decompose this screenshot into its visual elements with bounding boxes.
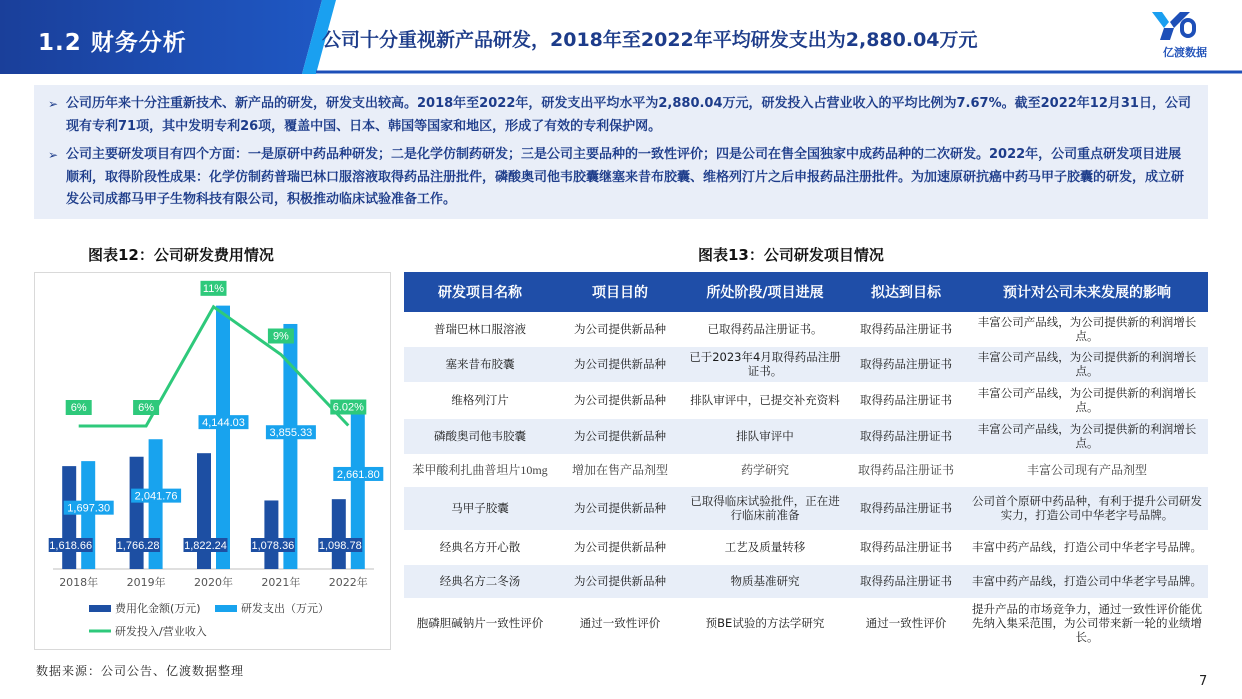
stage-cell: 物质基准研究 [684,564,846,598]
arrow-bullet-icon: ➢ [48,97,59,111]
x-tick-label: 2022年 [328,576,368,589]
logo-text: 亿渡数据 [1163,46,1207,59]
goal-cell: 取得药品注册证书 [846,418,966,454]
stage-cell: 已取得临床试验批件，正在进行临床前准备 [684,486,846,530]
summary-bullet-text: 公司历年来十分注重新技术、新产品的研发，研发支出较高。2018年至2022年，研发支出平均水平为2,880.04万元，研发投入占营业收入的平均比例为7.67%。截至2022年12月31日，公司现有专利71项，其中发明专利26项，覆盖中国、日本、韩国等国家和地区，形成了有效的专利保护网。 [66,96,1191,134]
data-label-rd: 2,661.80 [336,468,380,481]
summary-box [34,85,1208,219]
ratio-line [79,307,349,426]
purpose-cell: 为公司提供新品种 [556,312,684,346]
goal-cell: 取得药品注册证书 [846,486,966,530]
legend-swatch-expensed [89,605,111,612]
impact-cell: 丰富公司产品线，为公司提供新的利润增长点。 [966,312,1208,346]
data-label-ratio: 6.02% [332,401,364,414]
legend-label: 研发支出（万元） [241,602,329,615]
rd-expense-chart [34,272,391,650]
impact-cell: 丰富中药产品线，打造公司中华老字号品牌。 [966,530,1208,564]
project-name-cell: 磷酸奥司他韦胶囊 [404,418,556,454]
stage-cell: 排队审评中 [684,418,846,454]
summary-bullet [48,144,1194,212]
data-label-rd: 2,041.76 [134,490,178,503]
project-name-cell: 经典名方开心散 [404,530,556,564]
chart-canvas [35,273,392,651]
table-row [404,312,1208,346]
goal-cell: 取得药品注册证书 [846,530,966,564]
bar-rd-expenditure [216,306,230,569]
section-title: 1.2 财务分析 [38,30,187,56]
purpose-cell: 为公司提供新品种 [556,530,684,564]
header-band [0,0,1242,74]
x-tick-label: 2020年 [194,576,233,589]
table-row [404,454,1208,486]
data-source-note: 数据来源：公司公告、亿渡数据整理 [36,664,245,678]
impact-cell: 丰富公司产品线，为公司提供新的利润增长点。 [966,346,1208,382]
impact-cell: 丰富公司产品线，为公司提供新的利润增长点。 [966,418,1208,454]
legend-label: 费用化金额(万元) [115,602,201,615]
goal-cell: 取得药品注册证书 [846,382,966,418]
impact-cell: 丰富公司产品线，为公司提供新的利润增长点。 [966,382,1208,418]
table-title: 图表13：公司研发项目情况 [698,246,884,264]
column-header: 研发项目名称 [404,272,556,312]
bar-expensed-amount [264,500,278,569]
impact-cell: 提升产品的市场竞争力，通过一致性评价能优先纳入集采范围，为公司带来新一轮的业绩增长。 [966,598,1208,648]
legend-swatch-rd [215,605,237,612]
impact-cell: 丰富公司现有产品剂型 [966,454,1208,486]
arrow-bullet-icon: ➢ [48,148,59,162]
column-header: 所处阶段/项目进展 [684,272,846,312]
bar-expensed-amount [62,466,76,569]
data-label-rd: 3,855.33 [269,427,313,440]
data-label-expensed: 1,098.78 [318,540,362,552]
purpose-cell: 为公司提供新品种 [556,564,684,598]
purpose-cell: 为公司提供新品种 [556,346,684,382]
purpose-cell: 通过一致性评价 [556,598,684,648]
column-header: 拟达到目标 [846,272,966,312]
page-number: 7 [1199,674,1208,689]
company-logo [1150,8,1220,66]
legend-label: 研发投入/营业收入 [115,625,207,638]
data-label-ratio: 11% [202,282,225,295]
bar-rd-expenditure [81,461,95,569]
goal-cell: 通过一致性评价 [846,598,966,648]
data-label-expensed: 1,078.36 [251,540,295,552]
table-row [404,530,1208,564]
project-name-cell: 经典名方二冬汤 [404,564,556,598]
table-row [404,346,1208,382]
goal-cell: 取得药品注册证书 [846,454,966,486]
table-row [404,486,1208,530]
data-label-expensed: 1,822.24 [184,540,227,552]
stage-cell: 药学研究 [684,454,846,486]
stage-cell: 已于2023年4月取得药品注册证书。 [684,346,846,382]
goal-cell: 取得药品注册证书 [846,346,966,382]
table-row [404,418,1208,454]
summary-bullet-text: 公司主要研发项目有四个方面：一是原研中药品种研发；二是化学仿制药研发；三是公司主要品种的一致性评价；四是公司在售全国独家中成药品种的二次研发。2022年，公司重点研发项目进展顺利，取得阶段性成果：化学仿制药普瑞巴林口服溶液取得药品注册批件，磷酸奥司他韦胶囊继塞来昔布胶囊、维格列汀片之后申报药品注册批件。为加速原研抗癌中药马甲子胶囊的研发，成立研发公司成都马甲子生物科技有限公司，积极推动临床试验准备工作。 [66,147,1185,207]
table-row [404,598,1208,648]
data-label-ratio: 9% [272,330,289,343]
chart-title: 图表12：公司研发费用情况 [88,246,274,264]
x-tick-label: 2018年 [59,576,99,589]
purpose-cell: 为公司提供新品种 [556,486,684,530]
stage-cell: 已取得药品注册证书。 [684,312,846,346]
impact-cell: 公司首个原研中药品种，有利于提升公司研发实力，打造公司中华老字号品牌。 [966,486,1208,530]
project-name-cell: 马甲子胶囊 [404,486,556,530]
logo-icon [1150,8,1196,42]
table-row [404,564,1208,598]
purpose-cell: 为公司提供新品种 [556,418,684,454]
x-tick-label: 2019年 [126,576,166,589]
purpose-cell: 增加在售产品剂型 [556,454,684,486]
x-tick-label: 2021年 [261,576,301,589]
stage-cell: 排队审评中，已提交补充资料 [684,382,846,418]
stage-cell: 工艺及质量转移 [684,530,846,564]
data-label-ratio: 6% [70,402,87,414]
data-label-expensed: 1,618.66 [49,540,93,552]
data-label-expensed: 1,766.28 [116,540,160,552]
impact-cell: 丰富中药产品线，打造公司中华老字号品牌。 [966,564,1208,598]
data-label-rd: 4,144.03 [202,417,245,430]
column-header: 预计对公司未来发展的影响 [966,272,1208,312]
purpose-cell: 为公司提供新品种 [556,382,684,418]
page-headline: 公司十分重视新产品研发，2018年至2022年平均研发支出为2,880.04万元 [322,29,978,51]
rd-projects-table [404,272,1208,649]
stage-cell: 预BE试验的方法学研究 [684,598,846,648]
table-row [404,382,1208,418]
project-name-cell: 苯甲酸利扎曲普坦片10mg [404,454,556,486]
goal-cell: 取得药品注册证书 [846,564,966,598]
project-name-cell: 维格列汀片 [404,382,556,418]
data-label-ratio: 6% [138,402,155,414]
column-header: 项目目的 [556,272,684,312]
bar-expensed-amount [130,457,144,569]
data-label-rd: 1,697.30 [67,502,111,515]
summary-bullet [48,93,1194,138]
project-name-cell: 普瑞巴林口服溶液 [404,312,556,346]
project-name-cell: 塞来昔布胶囊 [404,346,556,382]
bar-expensed-amount [332,499,346,569]
table-header-row [404,272,1208,312]
goal-cell: 取得药品注册证书 [846,312,966,346]
project-name-cell: 胞磷胆碱钠片一致性评价 [404,598,556,648]
